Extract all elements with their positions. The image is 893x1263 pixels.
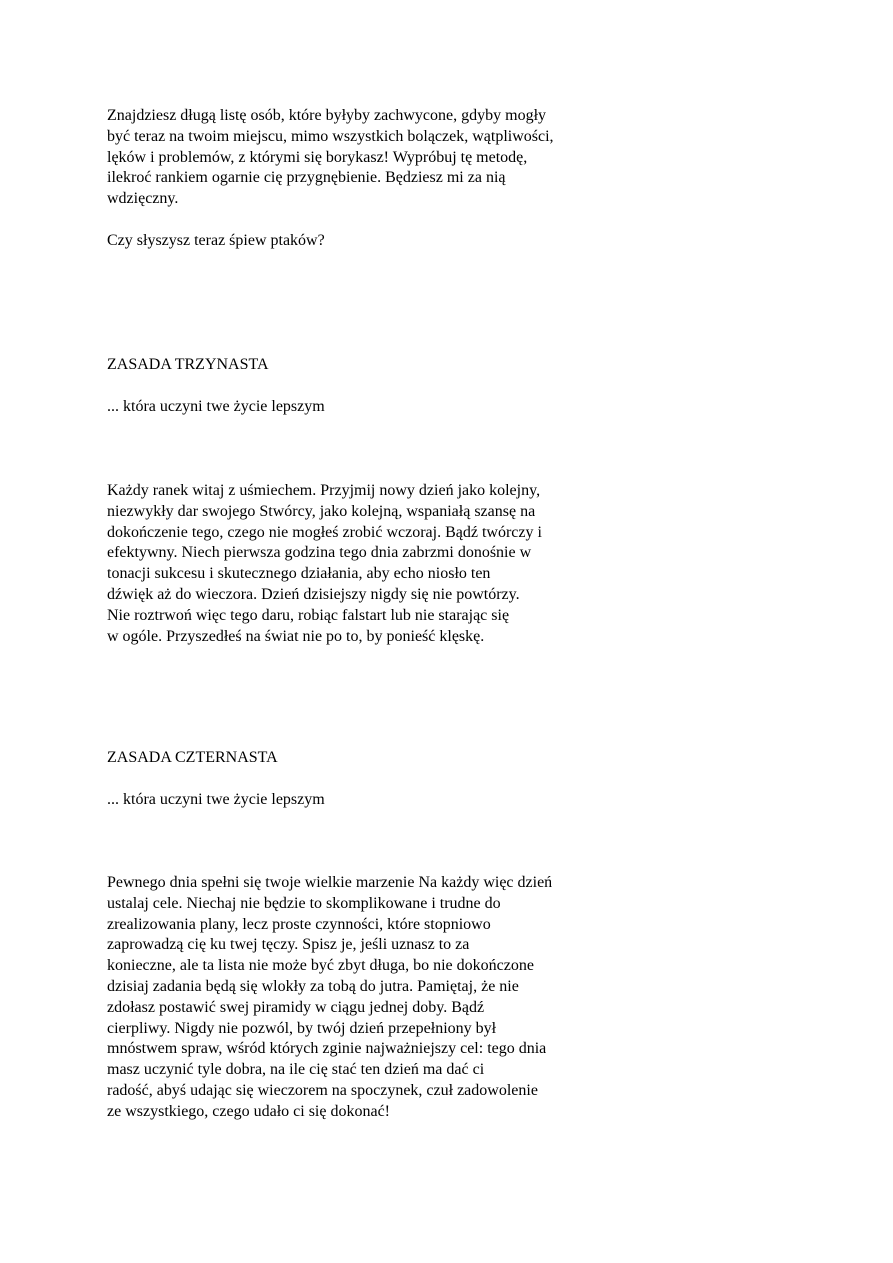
paragraph-line: masz uczynić tyle dobra, na ile cię stać ten dzień ma dać ci <box>107 1061 485 1079</box>
paragraph-line: konieczne, ale ta lista nie może być zbyt długa, bo nie dokończone <box>107 957 534 975</box>
paragraph-line: Pewnego dnia spełni się twoje wielkie marzenie Na każdy więc dzień <box>107 874 553 891</box>
paragraph-line: radość, abyś udając się wieczorem na spoczynek, czuł zadowolenie <box>107 1081 538 1099</box>
paragraph-line: zaprowadzą cię ku twej tęczy. Spisz je, jeśli uznasz to za <box>107 936 470 954</box>
paragraph-line: dzisiaj zadania będą się wlokły za tobą do jutra. Pamiętaj, że nie <box>107 977 519 995</box>
question-line: Czy słyszysz teraz śpiew ptaków? <box>107 232 325 249</box>
paragraph-line: efektywny. Niech pierwsza godzina tego dnia zabrzmi donośnie w <box>107 544 532 562</box>
paragraph-line: ilekroć rankiem ogarnie cię przygnębienie. Będziesz mi za nią <box>107 169 506 187</box>
section-13-subheading: ... która uczyni twe życie lepszym <box>107 398 325 415</box>
paragraph-line: dokończenie tego, czego nie mogłeś zrobić wczoraj. Bądź twórczy i <box>107 523 542 541</box>
paragraph-line: zdołasz postawić swej piramidy w ciągu jednej doby. Bądź <box>107 998 485 1016</box>
section-14-subheading: ... która uczyni twe życie lepszym <box>107 791 325 808</box>
paragraph-line: być teraz na twoim miejscu, mimo wszystkich bolączek, wątpliwości, <box>107 127 554 145</box>
paragraph-line: Znajdziesz długą listę osób, które byłyby zachwycone, gdyby mogły <box>107 107 547 124</box>
paragraph-line: Nie roztrwoń więc tego daru, robiąc falstart lub nie starając się <box>107 606 510 624</box>
paragraph-line: zrealizowania plany, lecz proste czynności, które stopniowo <box>107 915 491 933</box>
paragraph-line: tonacji sukcesu i skutecznego działania, aby echo niosło ten <box>107 565 491 583</box>
paragraph-line: ze wszystkiego, czego udało ci się dokonać! <box>107 1102 391 1120</box>
paragraph-line: w ogóle. Przyszedłeś na świat nie po to, by ponieść klęskę. <box>107 627 485 645</box>
paragraph-line: Każdy ranek witaj z uśmiechem. Przyjmij nowy dzień jako kolejny, <box>107 482 541 499</box>
section-13-heading: ZASADA TRZYNASTA <box>107 356 269 373</box>
paragraph-line: dźwięk aż do wieczora. Dzień dzisiejszy nigdy się nie powtórzy. <box>107 585 520 603</box>
paragraph-line: cierpliwy. Nigdy nie pozwól, by twój dzień przepełniony był <box>107 1019 497 1037</box>
section-14-heading: ZASADA CZTERNASTA <box>107 749 278 766</box>
paragraph-line: ustalaj cele. Niechaj nie będzie to skomplikowane i trudne do <box>107 894 501 912</box>
paragraph-line: mnóstwem spraw, wśród których zginie najważniejszy cel: tego dnia <box>107 1040 547 1058</box>
paragraph-line: lęków i problemów, z którymi się borykasz! Wypróbuj tę metodę, <box>107 148 528 166</box>
paragraph-line: niezwykły dar swojego Stwórcy, jako kolejną, wspaniałą szansę na <box>107 502 536 520</box>
paragraph-line: wdzięczny. <box>107 190 179 208</box>
section-14-paragraph <box>107 873 647 1123</box>
section-13-paragraph <box>107 481 647 647</box>
paragraph-intro <box>107 106 647 210</box>
